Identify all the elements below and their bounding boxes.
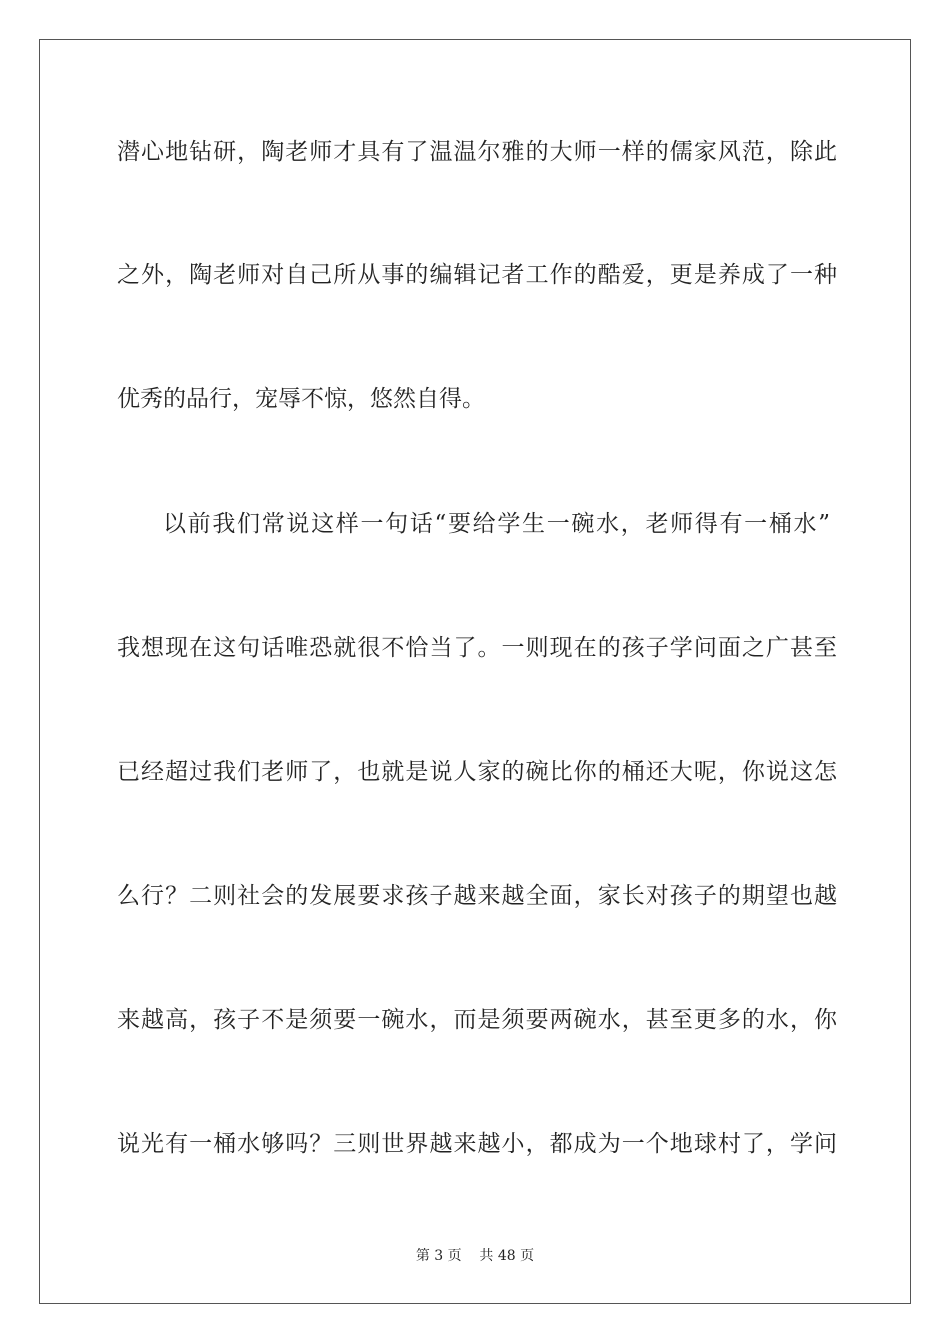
- text-line-3: 优秀的品行，宠辱不惊，悠然自得。: [117, 386, 485, 412]
- text-line-1: 潜心地钻研，陶老师才具有了温温尔雅的大师一样的儒家风范，除此: [117, 139, 837, 165]
- text-line-4: 以前我们常说这样一句话“要给学生一碗水，老师得有一桶水”: [163, 511, 830, 537]
- text-line-2: 之外，陶老师对自己所从事的编辑记者工作的酷爱，更是养成了一种: [117, 262, 837, 288]
- text-line-6: 已经超过我们老师了，也就是说人家的碗比你的桶还大呢，你说这怎: [117, 759, 837, 785]
- page-number-footer: 第 3 页 共 48 页: [415, 1248, 535, 1264]
- text-line-5: 我想现在这句话唯恐就很不恰当了。一则现在的孩子学问面之广甚至: [117, 635, 837, 661]
- text-line-9: 说光有一桶水够吗？三则世界越来越小，都成为一个地球村了，学问: [117, 1131, 837, 1157]
- text-line-8: 来越高，孩子不是须要一碗水，而是须要两碗水，甚至更多的水，你: [117, 1007, 837, 1033]
- text-line-7: 么行？二则社会的发展要求孩子越来越全面，家长对孩子的期望也越: [117, 883, 837, 909]
- page-border: [39, 39, 911, 1304]
